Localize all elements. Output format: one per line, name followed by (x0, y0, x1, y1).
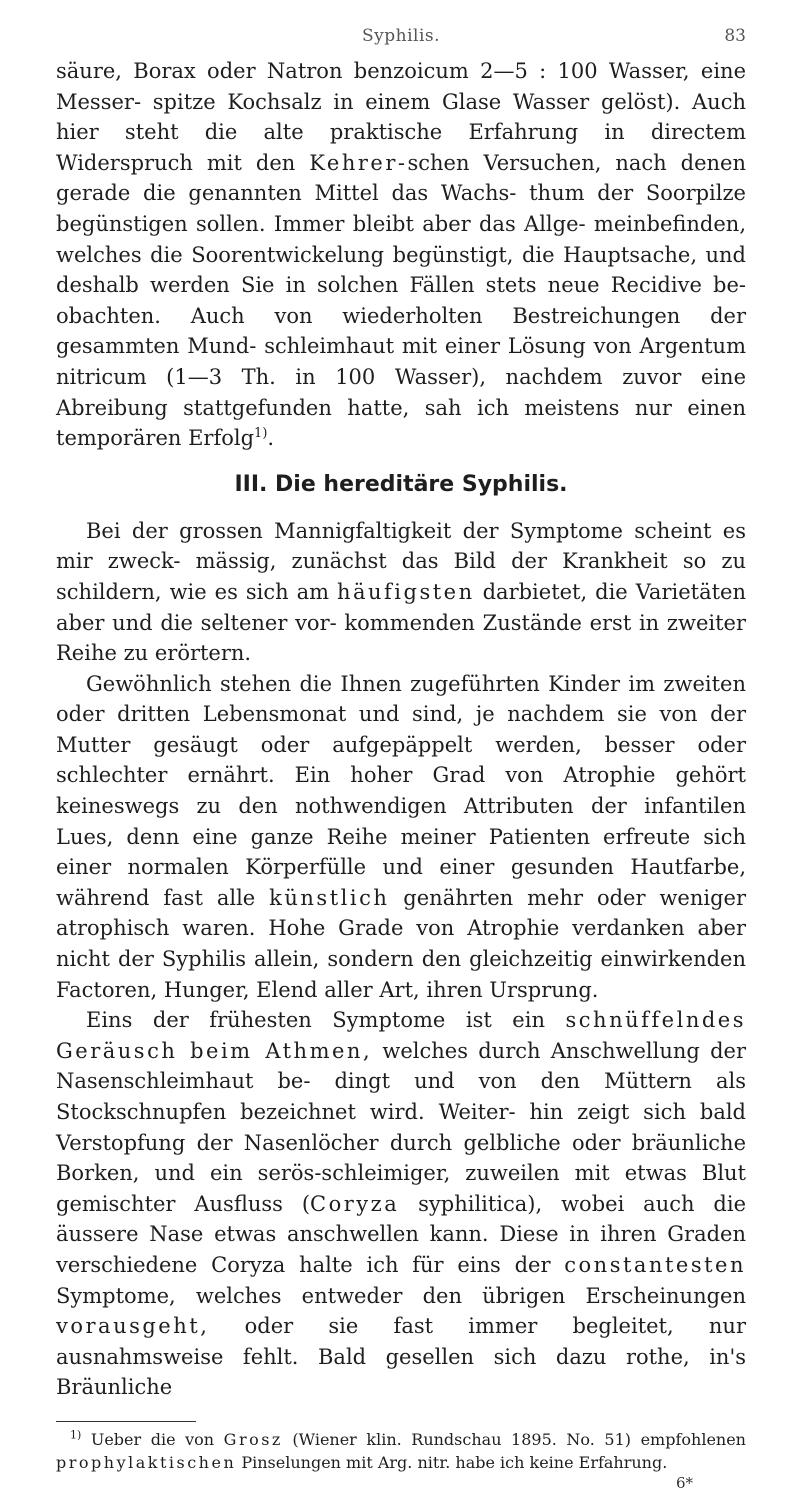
footnote-a: Ueber die von (81, 1429, 224, 1449)
p2-spaced: häufigsten (336, 579, 475, 604)
p2-b: darbietet, die Varietäten aber und die seltener vor- kommenden Zustände erst in zweiter Reihe zu erörtern. (56, 579, 746, 666)
p4-spaced-3: constantesten (564, 1252, 746, 1277)
footnote-divider (56, 1421, 196, 1422)
footnote (56, 1428, 746, 1474)
paragraph-3 (56, 669, 746, 1006)
paragraph-2 (56, 516, 746, 669)
p4-b: welches durch Anschwellung der Nasenschleimhaut be- dingt und von den Müttern als Stockschnupfen bezeichnet wird. Weiter- hin zeigt sich bald Verstopfung der Nasenlöcher durch gelbliche oder bräunliche Borken, und ein serös-schleimiger, zuweilen mit etwas Blut gemischter Ausfluss ( (56, 1038, 746, 1216)
p1-end: . (267, 426, 275, 451)
paragraph-1 (56, 56, 746, 454)
p1-text: säure, Borax oder Natron benzoicum 2—5 : 100 Wasser, eine Messer- spitze Kochsalz in einem Glase Wasser gelöst). Auch hier steht die alte praktische Erfahrung in directem Widerspruch mit den (56, 59, 746, 175)
footnote-marker: 1) (70, 1428, 82, 1442)
p2-a: Bei der grossen Mannigfaltigkeit der Symptome scheint es mir zweck- mässig, zunächst das Bild der Krankheit so zu schildern, wie es sich am (56, 518, 746, 604)
paragraph-4 (56, 1005, 746, 1403)
p4-c: syphilitica), wobei auch die äussere Nase etwas anschwellen kann. Diese in ihren Graden verschiedene Coryza halte ich für eins der (56, 1191, 746, 1277)
p4-spaced-1: schnüffelndes Geräusch beim Athmen, (56, 1008, 746, 1063)
footnote-c: Pinselungen mit Arg. nitr. habe ich keine Erfahrung. (236, 1452, 668, 1472)
signature-mark: 6* (676, 1473, 694, 1492)
footnote-reference: 1) (254, 426, 268, 442)
p4-spaced-2: Coryza (310, 1191, 400, 1216)
running-title: Syphilis. (361, 26, 441, 46)
p3-b: genährten mehr oder weniger atrophisch waren. Hohe Grade von Atrophie verdanken aber nicht der Syphilis allein, sondern den gleichzeitig einwirkenden Factoren, Hunger, Elend aller Art, ihren Ursprung. (56, 885, 746, 1002)
p4-e: oder sie fast immer begleitet, nur ausnahmsweise fehlt. Bald gesellen sich dazu rothe, in's Bräunliche (56, 1314, 746, 1400)
p3-spaced: künstlich (269, 885, 390, 910)
footnote-spaced-1: Grosz (223, 1429, 283, 1449)
footnote-b: (Wiener klin. Rundschau 1895. No. 51) empfohlenen (282, 1429, 746, 1449)
footnote-spaced-2: prophylaktischen (56, 1452, 237, 1472)
p1-spaced-name: Kehrer- (309, 150, 408, 175)
running-header (56, 26, 746, 56)
page-number: 83 (724, 26, 746, 46)
p4-spaced-4: vorausgeht, (56, 1314, 210, 1339)
book-page (56, 26, 746, 1492)
p4-a: Eins der frühesten Symptome ist ein (86, 1008, 566, 1033)
p4-d: Symptome, welches entweder den übrigen Erscheinungen (56, 1283, 746, 1308)
p1-text2: schen Versuchen, nach denen gerade die genannten Mittel das Wachs- thum der Soorpilze begünstigen sollen. Immer bleibt aber das Allge- meinbefinden, welches die Soorentwickelung begünstigt, die Hauptsache, und deshalb werden Sie in solchen Fällen stets neue Recidive be- obachten. Auch von wiederholten Bestreichungen der gesammten Mund- schleimhaut mit einer Lösung von Argentum nitricum (1—3 Th. in 100 Wasser), nachdem zuvor eine Abreibung stattgefunden hatte, sah ich meistens nur einen temporären Erfolg (56, 150, 747, 451)
section-heading: III. Die hereditäre Syphilis. (234, 471, 568, 497)
p3-a: Gewöhnlich stehen die Ihnen zugeführten Kinder im zweiten oder dritten Lebensmonat und sind, je nachdem sie von der Mutter gesäugt oder aufgepäppelt werden, besser oder schlechter ernährt. Ein hoher Grad von Atrophie gehört keineswegs zu den nothwendigen Attributen der infantilen Lues, denn eine ganze Reihe meiner Patienten erfreute sich einer normalen Körperfülle und einer gesunden Hautfarbe, während fast alle (56, 671, 746, 910)
